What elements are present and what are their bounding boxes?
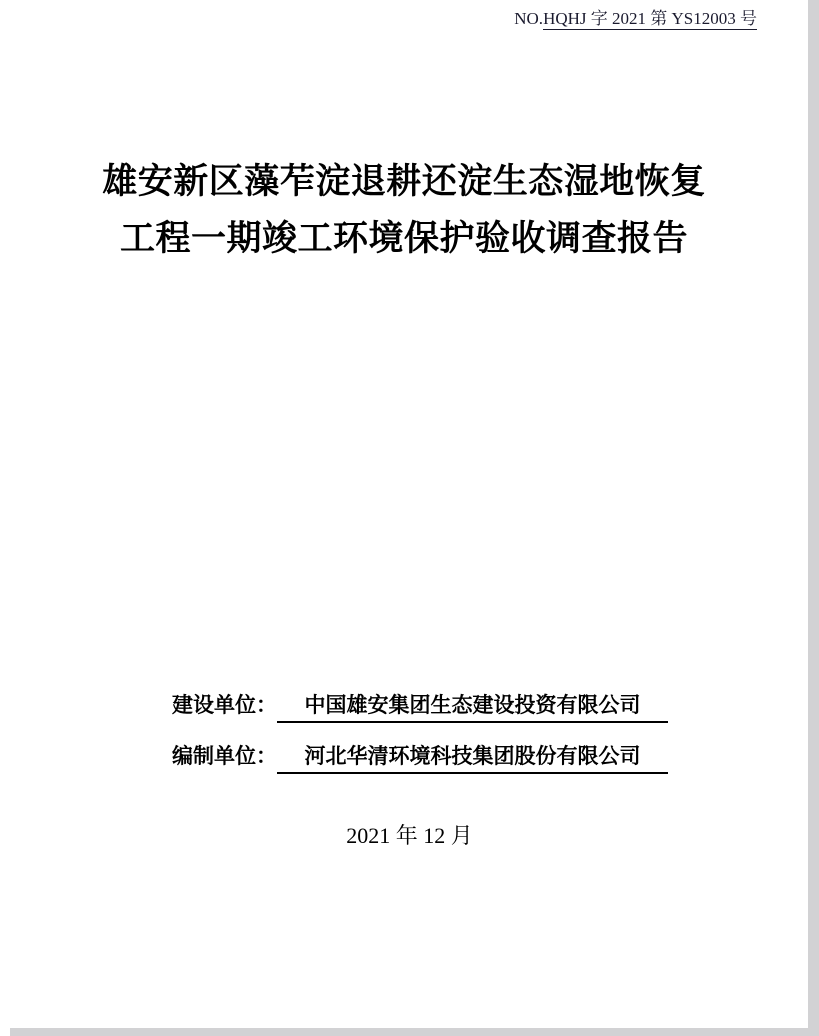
doc-number: [514, 4, 757, 29]
report-title-line2: 工程一期竣工环境保护验收调查报告: [119, 219, 688, 258]
construction-unit-value: 中国雄安集团生态建设投资有限公司: [277, 694, 668, 723]
construction-unit-row: [172, 694, 668, 723]
report-title: [0, 153, 808, 267]
doc-number-value: HQHJ 字 2021 第 YS12003 号: [543, 9, 757, 28]
report-title-line1: 雄安新区藻苲淀退耕还淀生态湿地恢复: [102, 162, 706, 201]
unit-fields: [172, 694, 668, 796]
report-date: 2021 年 12 月: [346, 823, 473, 848]
page-shadow-right: [808, 0, 819, 1036]
compilation-unit-value: 河北华清环境科技集团股份有限公司: [277, 745, 668, 774]
construction-unit-label: 建设单位：: [172, 694, 277, 717]
compilation-unit-row: [172, 745, 668, 774]
page-shadow-bottom: [10, 1028, 819, 1036]
doc-number-prefix: NO.: [514, 9, 544, 28]
compilation-unit-label: 编制单位：: [172, 745, 277, 768]
